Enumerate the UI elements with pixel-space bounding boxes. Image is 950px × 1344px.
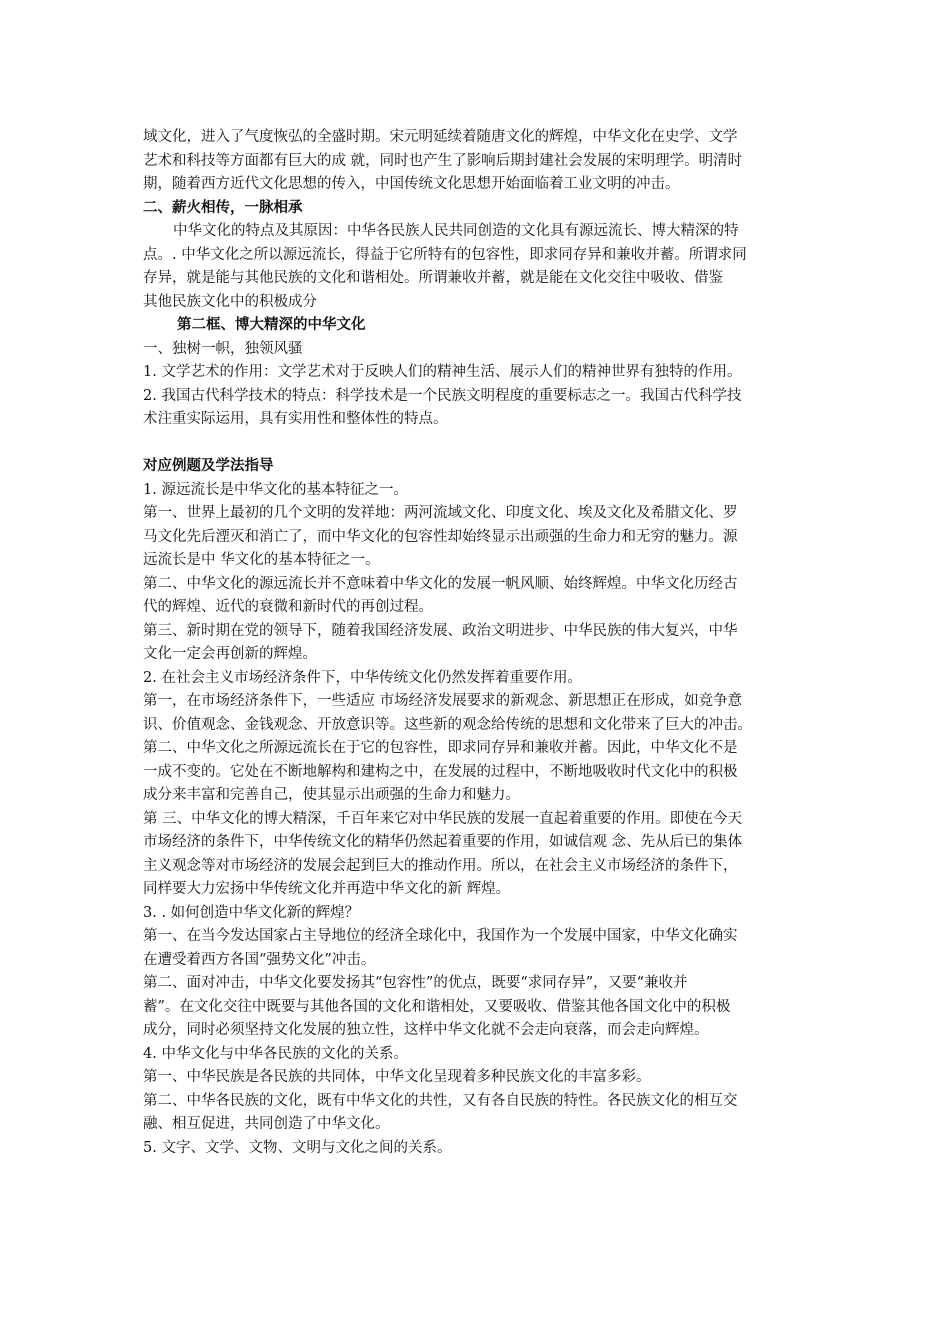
text-line: 远流长是中 华文化的基本特征之一。 xyxy=(143,552,380,568)
text-line: 4. 中华文化与中华各民族的文化的关系。 xyxy=(143,1045,408,1062)
text-line: 第 三、中华文化的博大精深，千百年来它对中华民族的发展一直起着重要的作用。即使在今天 xyxy=(143,810,743,827)
text-line: 代的辉煌、近代的衰微和新时代的再创过程。 xyxy=(143,599,433,615)
blank-line xyxy=(143,432,813,456)
text-line: 第一、世界上最初的几个文明的发祥地：两河流域文化、印度文化、埃及文化及希腊文化、罗 xyxy=(143,505,738,521)
text-line: 市场经济的条件下，中华传统文化的精华仍然起着重要的作用，如诚信观 念、先从后已的集体 xyxy=(143,834,743,850)
text-line: 成分，同时必须坚持文化发展的独立性，这样中华文化就不会走向衰落，而会走向辉煌。 xyxy=(143,1022,709,1038)
text-line: 其他民族文化中的积极成分 xyxy=(143,293,317,310)
text-line: 第一，在市场经济条件下，一些适应 市场经济发展要求的新观念、新思想正在形成，如竞争意 xyxy=(143,693,743,709)
text-line: 第二、面对冲击，中华文化要发扬其“包容性”的优点，既要“求同存异”，又要“兼收并 xyxy=(143,975,688,991)
text-line: 术注重实际运用，具有实用性和整体性的特点。 xyxy=(143,411,448,427)
subheading: 一、独树一帜，独领风骚 xyxy=(143,340,303,357)
text-line: 蓄”。在文化交往中既要与其他各国的文化和谐相处，又要吸收、借鉴其他各国文化中的积极 xyxy=(143,998,731,1015)
section1-continuation xyxy=(143,126,813,197)
text-line: 期，随着西方近代文化思想的传入，中国传统文化思想开始面临着工业文明的冲击。 xyxy=(143,176,680,192)
text-line: 2. 在社会主义市场经济条件下，中华传统文化仍然发挥着重要作用。 xyxy=(143,669,582,686)
text-line: 2. 我国古代科学技术的特点：科学技术是一个民族文明程度的重要标志之一。我国古代科学技 xyxy=(143,387,742,404)
text-line: 一成不变的。它处在不断地解构和建构之中，在发展的过程中，不断地吸收时代文化中的积极 xyxy=(143,763,738,780)
text-line: 第三、新时期在党的领导下，随着我国经济发展、政治文明进步、中华民族的伟大复兴，中华 xyxy=(143,622,738,639)
text-line: 第二、中华文化的源远流长并不意味着中华文化的发展一帆风顺、始终辉煌。中华文化历经古 xyxy=(143,575,738,592)
text-line: 1. 源远流长是中华文化的基本特征之一。 xyxy=(143,481,408,498)
text-line: 马文化先后湮灭和消亡了，而中华文化的包容性却始终显示出顽强的生命力和无穷的魅力。源 xyxy=(143,528,738,545)
guide-title: 对应例题及学法指导 xyxy=(143,458,274,474)
text-line: 文化一定会再创新的辉煌。 xyxy=(143,646,317,662)
text-line: 艺术和科技等方面都有巨大的成 就，同时也产生了影响后期封建社会发展的宋明理学。明清时 xyxy=(143,152,743,169)
text-line: 5. 文字、文学、文物、文明与文化之间的关系。 xyxy=(143,1139,452,1156)
text-line: 存异，就是能与其他民族的文化和谐相处。所谓兼收并蓄，就是能在文化交往中吸收、借鉴 xyxy=(143,270,723,286)
text-line: 识、价值观念、金钱观念、开放意识等。这些新的观念给传统的思想和文化带来了巨大的冲击。 xyxy=(143,716,752,733)
text-line: 第一、中华民族是各民族的共同体，中华文化呈现着多种民族文化的丰富多彩。 xyxy=(143,1069,651,1085)
text-line: 3. . 如何创造中华文化新的辉煌？ xyxy=(143,904,360,921)
text-line: 融、相互促进，共同创造了中华文化。 xyxy=(143,1116,390,1132)
text-line: 第一、在当今发达国家占主导地位的经济全球化中，我国作为一个发展中国家，中华文化确实 xyxy=(143,928,738,944)
text-line: 同样要大力宏扬中华传统文化并再造中华文化的新 辉煌。 xyxy=(143,881,511,897)
frame-title: 第二框、博大精深的中华文化 xyxy=(177,317,366,333)
text-line: 成分来丰富和完善自己，使其显示出顽强的生命力和魅力。 xyxy=(143,787,520,803)
guide-section xyxy=(143,479,813,1161)
text-line: 主义观念等对市场经济的发展会起到巨大的推动作用。所以，在社会主义市场经济的条件下， xyxy=(143,857,738,874)
items-a xyxy=(143,361,813,432)
text-line: 中华文化的特点及其原因：中华各民族人民共同创造的文化具有源远流长、博大精深的特 xyxy=(173,223,739,239)
text-line: 第二、中华文化之所源远流长在于它的包容性，即求同存异和兼收并蓄。因此，中华文化不是 xyxy=(143,740,738,756)
section2-paragraph xyxy=(143,220,813,314)
text-line: 域文化，进入了气度恢弘的全盛时期。宋元明延续着随唐文化的辉煌，中华文化在史学、文学 xyxy=(143,129,738,145)
text-line: 1. 文学艺术的作用：文学艺术对于反映人们的精神生活、展示人们的精神世界有独特的作用。 xyxy=(143,364,742,380)
text-line: 第二、中华各民族的文化，既有中华文化的共性，又有各自民族的特性。各民族文化的相互交 xyxy=(143,1092,738,1109)
text-line: 在遭受着西方各国“强势文化”冲击。 xyxy=(143,951,376,968)
document-page xyxy=(143,126,813,1160)
section-heading: 二、薪火相传，一脉相承 xyxy=(143,199,303,216)
text-line: 点。. 中华文化之所以源远流长，得益于它所特有的包容性，即求同存异和兼收并蓄。所谓求同 xyxy=(143,246,747,263)
